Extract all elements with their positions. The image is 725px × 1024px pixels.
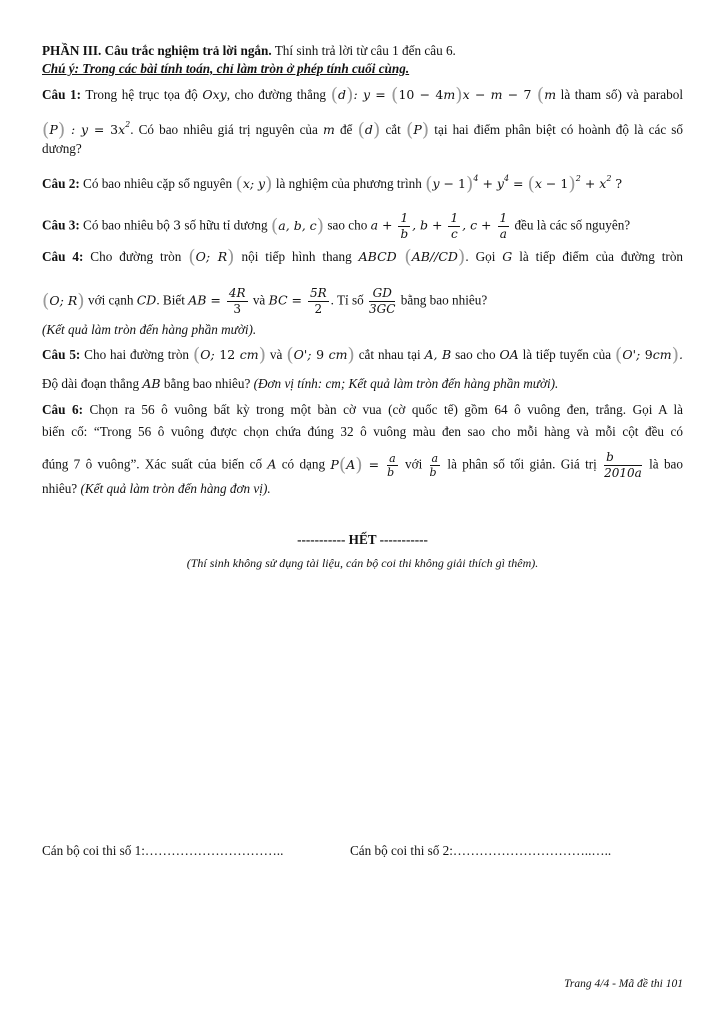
proctor-1-signature: Cán bộ coi thi số 1:………………………….. bbox=[42, 843, 284, 858]
q6-line-1: Câu 6: Chọn ra 56 ô vuông bất kỳ trong một bàn cờ vua (cờ quốc tế) gồm 64 ô vuông đen, trắng. Gọi A là bbox=[42, 402, 684, 417]
q3-line-1: Câu 3: Có bao nhiêu bộ 3 số hữu tỉ dương (a, b, c) sao cho a + $\frac{1}{b}$ , b + $\frac{1}{c}$ , c + $\frac{1}{a}$ đều là các số nguyên? bbox=[42, 211, 631, 241]
q6-note: (Kết quả làm tròn đến hàng đơn vị). bbox=[80, 481, 271, 496]
q6-label: Câu 6: bbox=[42, 402, 83, 417]
q1-line-2: (P) : $y = 3x^2$. Có bao nhiêu giá trị nguyên của m để (d) cắt (P) tại hai điểm phân biệt có hoành độ là các số bbox=[42, 119, 684, 141]
q4-note: (Kết quả làm tròn đến hàng phần mười). bbox=[42, 322, 257, 337]
q6-line-4: nhiêu? (Kết quả làm tròn đến hàng đơn vị). bbox=[42, 481, 271, 496]
q5-line-2: Độ dài đoạn thẳng AB bằng bao nhiêu? (Đơn vị tính: cm; Kết quả làm tròn đến hàng phần mười). bbox=[42, 376, 559, 391]
part-heading bbox=[42, 42, 683, 60]
q1-line-1: Câu 1: Trong hệ trục tọa độ Oxy, cho đường thẳng (d): y = (10 − 4m)x − m − 7 (m là tham số) và parabol bbox=[42, 84, 684, 106]
q5-note: (Đơn vị tính: cm; Kết quả làm tròn đến hàng phần mười). bbox=[253, 376, 559, 391]
q4-label: Câu 4: bbox=[42, 249, 84, 264]
q3-label: Câu 3: bbox=[42, 217, 80, 233]
notice: Chú ý: Trong các bài tính toán, chỉ làm tròn ở phép tính cuối cùng. bbox=[42, 61, 410, 76]
end-marker: ----------- HẾT ----------- bbox=[297, 532, 428, 547]
part-title: PHẦN III. Câu trắc nghiệm trả lời ngắn. bbox=[42, 43, 272, 58]
q2-line-1: Câu 2: Có bao nhiêu cặp số nguyên (x; y) là nghiệm của phương trình $(y - 1)^4 + y^4 = (x - 1)^2 + x^2$ ? bbox=[42, 173, 623, 195]
q6-line-3: đúng 7 ô vuông”. Xác suất của biến cố A có dạng P(A) = $\frac{a}{b}$ với $\frac{a}{b}$ là phân số tối giản. Giá trị $\frac{b}{2010a}$ là bao bbox=[42, 450, 683, 480]
q5-label: Câu 5: bbox=[42, 347, 81, 362]
signature-row bbox=[42, 842, 683, 860]
page-footer: Trang 4/4 - Mã đề thi 101 bbox=[564, 978, 683, 990]
q1-label: Câu 1: bbox=[42, 87, 82, 102]
q4-line-1: Câu 4: Cho đường tròn (O; R) nội tiếp hình thang ABCD (AB//CD). Gọi G là tiếp điểm của đường tròn bbox=[42, 246, 684, 268]
q4-line-2: (O; R) với cạnh CD. Biết AB = $\frac{4R}{3}$ và BC = $\frac{5R}{2}$ . Tỉ số $\frac{GD}{3GC}$ bằng bao nhiêu? bbox=[42, 286, 488, 316]
q5-line-1: Câu 5: Cho hai đường tròn (O; 12 cm) và (O'; 9 cm) cắt nhau tại A, B sao cho OA là tiếp tuyến của (O'; 9cm). bbox=[42, 344, 683, 366]
q6-line-2: biến cố: “Trong 56 ô vuông được chọn chứa đúng 32 ô vuông màu đen sao cho mỗi hàng và mỗi cột đều có bbox=[42, 424, 683, 439]
proctor-2-signature: Cán bộ coi thi số 2:…………………………..….. bbox=[350, 843, 612, 858]
end-instruction: (Thí sinh không sử dụng tài liệu, cán bộ coi thi không giải thích gì thêm). bbox=[186, 556, 539, 570]
part-note: Thí sinh trả lời từ câu 1 đến câu 6. bbox=[271, 43, 456, 58]
q2-label: Câu 2: bbox=[42, 176, 80, 191]
q1-line-3: dương? bbox=[42, 141, 82, 156]
